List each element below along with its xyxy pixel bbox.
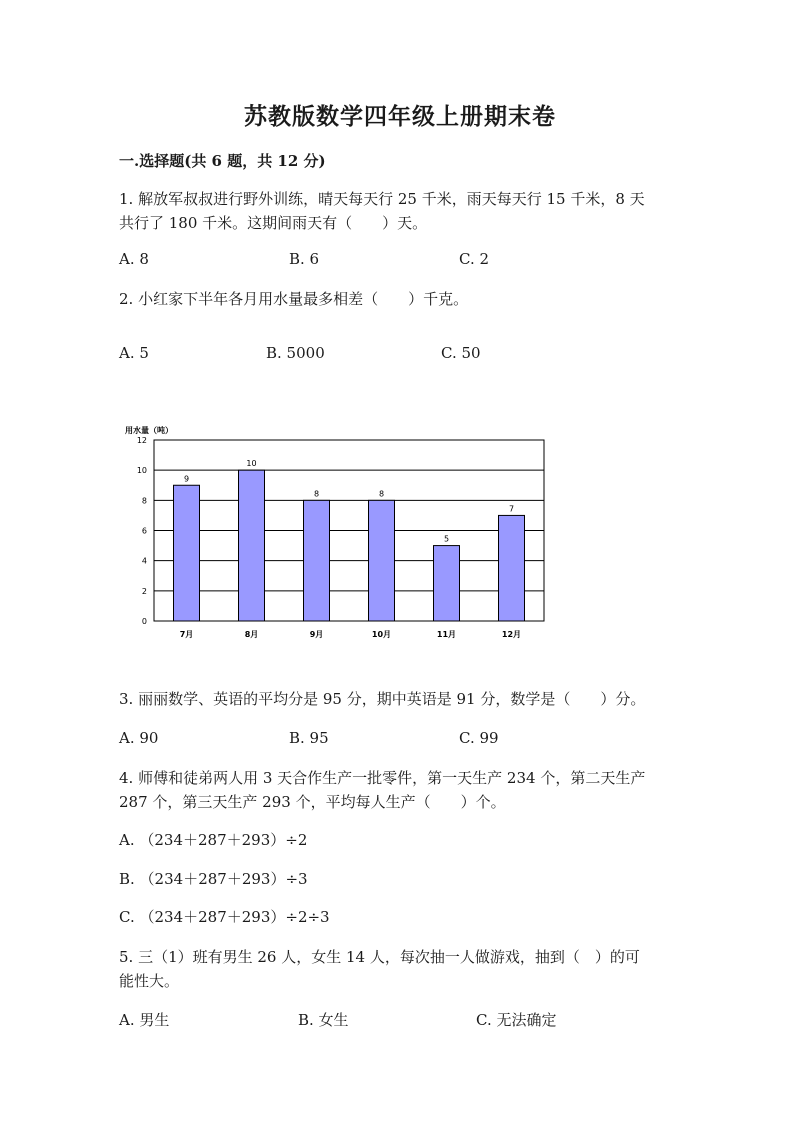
chart-ylabel: 用水量（吨） xyxy=(125,426,173,435)
question-1 xyxy=(119,187,645,235)
q2-option-c: C. 50 xyxy=(441,344,481,362)
chart-y-tick-label: 10 xyxy=(136,466,147,476)
chart-x-tick-label: 10月 xyxy=(371,630,392,639)
section-heading: 一.选择题(共 6 题，共 12 分) xyxy=(119,152,326,170)
question-3 xyxy=(119,687,645,711)
chart-bar xyxy=(499,515,525,621)
chart-y-tick-label: 8 xyxy=(141,496,147,506)
chart-y-tick-label: 4 xyxy=(141,556,147,566)
chart-y-tick-label: 0 xyxy=(141,617,147,626)
q3-option-c: C. 99 xyxy=(459,729,499,747)
question-5-line-1: 5. 三（1）班有男生 26 人，女生 14 人，每次抽一人做游戏，抽到（ ）的可 xyxy=(119,948,640,966)
question-1-line-1: 1. 解放军叔叔进行野外训练，晴天每天行 25 千米，雨天每天行 15 千米，8 天 xyxy=(119,190,645,208)
chart-data-label: 10 xyxy=(246,459,257,469)
chart-x-ticks xyxy=(180,630,521,639)
chart-x-tick-label: 7月 xyxy=(179,630,194,639)
chart-data-label: 5 xyxy=(443,534,450,544)
question-3-line-1: 3. 丽丽数学、英语的平均分是 95 分，期中英语是 91 分，数学是（ ）分。 xyxy=(119,690,646,708)
chart-grid xyxy=(154,470,544,591)
q1-option-b: B. 6 xyxy=(289,250,320,268)
question-1-line-2: 共行了 180 千米。这期间雨天有（ ）天。 xyxy=(119,214,428,232)
question-5-line-2: 能性大。 xyxy=(119,972,180,990)
chart-bar xyxy=(434,546,460,621)
question-2 xyxy=(119,287,468,311)
chart-y-tick-label: 12 xyxy=(136,436,147,445)
chart-y-tick-label: 6 xyxy=(141,526,147,536)
question-5 xyxy=(119,945,640,993)
chart-data-label: 8 xyxy=(378,489,385,499)
q1-option-c: C. 2 xyxy=(459,250,490,268)
chart-data-label: 8 xyxy=(313,489,320,499)
q2-option-a: A. 5 xyxy=(119,344,149,362)
q4-option-a: A. （234＋287＋293）÷2 xyxy=(119,831,308,849)
q2-option-b: B. 5000 xyxy=(266,344,325,362)
chart-bars xyxy=(174,470,525,621)
chart-x-tick-label: 12月 xyxy=(501,630,522,639)
question-4-line-1: 4. 师傅和徒弟两人用 3 天合作生产一批零件，第一天生产 234 个，第二天生产 xyxy=(119,769,646,787)
chart-bar xyxy=(369,500,395,621)
chart-bar xyxy=(239,470,265,621)
q5-option-a: A. 男生 xyxy=(119,1011,170,1029)
q4-option-c: C. （234＋287＋293）÷2÷3 xyxy=(119,908,330,926)
q5-option-c: C. 无法确定 xyxy=(476,1011,557,1029)
question-4-line-2: 287 个，第三天生产 293 个，平均每人生产（ ）个。 xyxy=(119,793,506,811)
chart-y-tick-label: 2 xyxy=(141,586,147,596)
q5-option-b: B. 女生 xyxy=(298,1011,349,1029)
chart-x-tick-label: 8月 xyxy=(244,630,259,639)
chart-x-tick-label: 9月 xyxy=(309,630,324,639)
chart-x-tick-label: 11月 xyxy=(436,630,457,639)
chart-y-ticks xyxy=(137,436,147,626)
question-2-line-1: 2. 小红家下半年各月用水量最多相差（ ）千克。 xyxy=(119,290,469,308)
page-title: 苏教版数学四年级上册期末卷 xyxy=(244,103,556,130)
q3-option-b: B. 95 xyxy=(289,729,329,747)
question-4 xyxy=(119,766,645,814)
chart-bar xyxy=(174,485,200,621)
water-usage-chart xyxy=(115,418,555,650)
q3-option-a: A. 90 xyxy=(119,729,159,747)
q1-option-a: A. 8 xyxy=(119,250,149,268)
chart-bar xyxy=(304,500,330,621)
chart-data-label: 7 xyxy=(508,504,515,514)
chart-data-label: 9 xyxy=(183,474,190,484)
q4-option-b: B. （234＋287＋293）÷3 xyxy=(119,870,308,888)
